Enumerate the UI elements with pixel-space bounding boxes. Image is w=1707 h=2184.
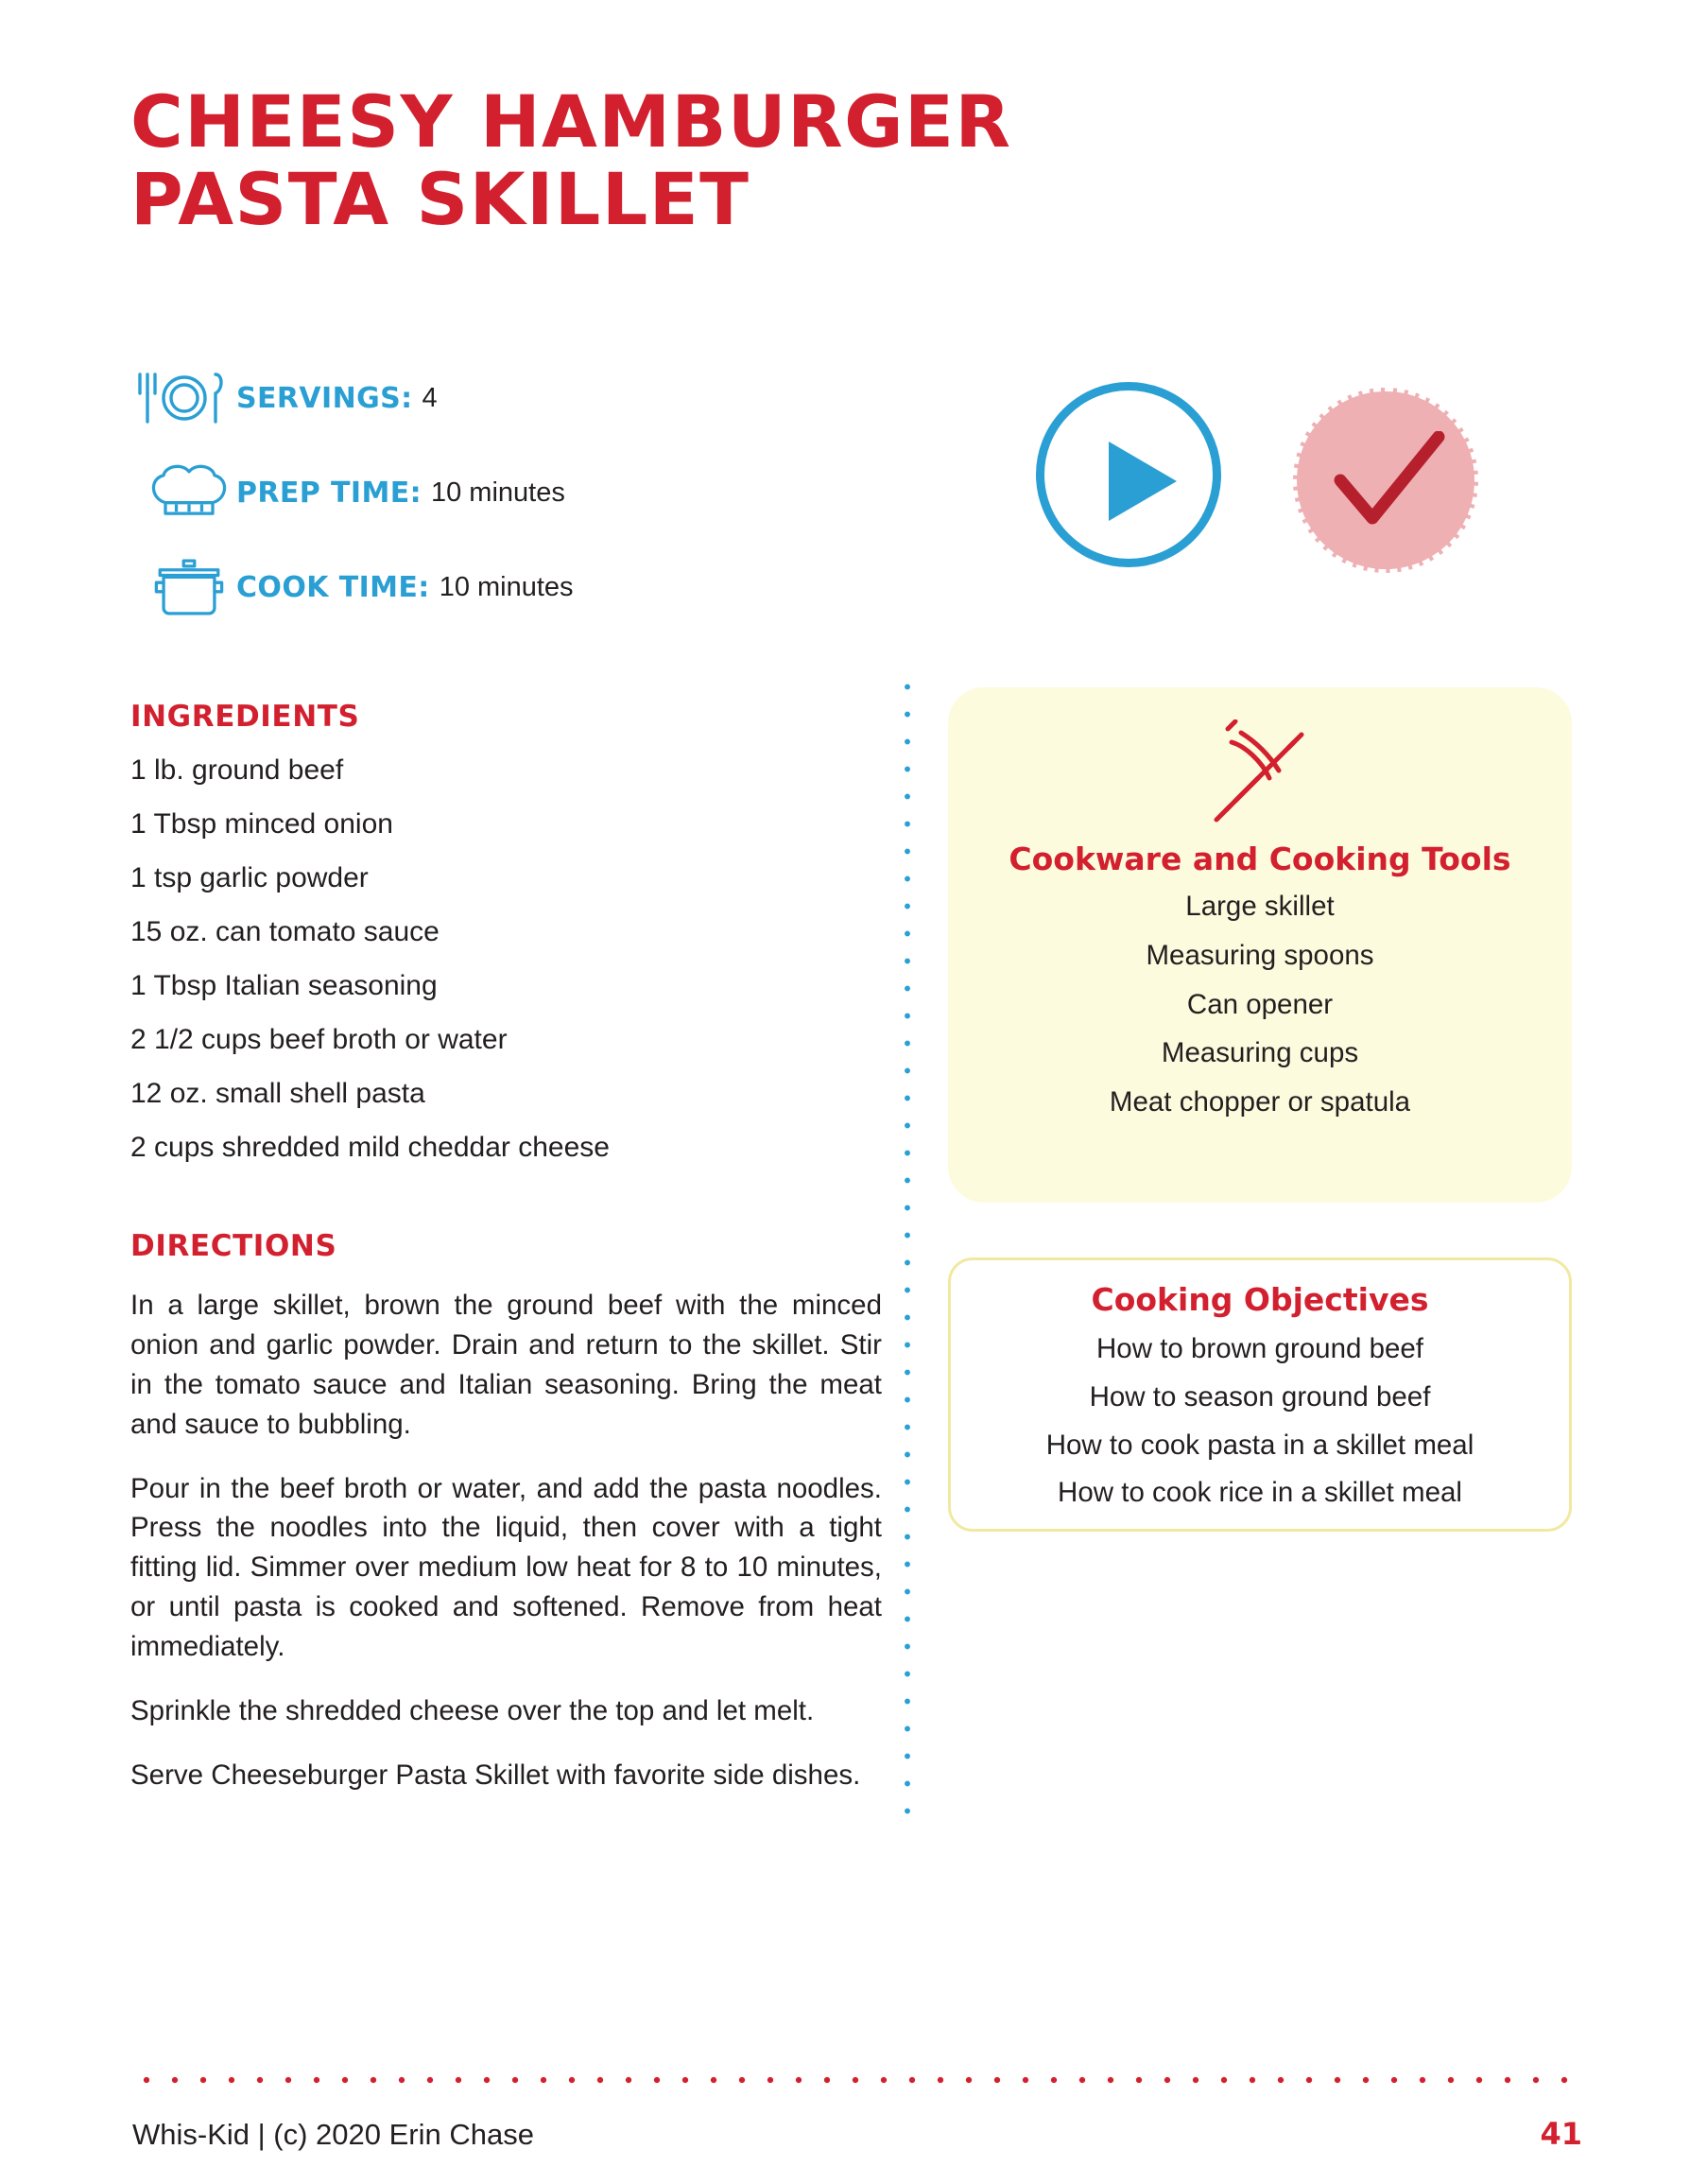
ingredients-section bbox=[130, 700, 868, 1187]
page-number: 41 bbox=[1540, 2116, 1582, 2152]
cook-time-value: 10 minutes bbox=[439, 571, 574, 602]
directions-heading: DIRECTIONS bbox=[130, 1229, 337, 1263]
meta-row-cook-time bbox=[132, 553, 794, 621]
meta-row-prep-time bbox=[132, 459, 794, 527]
prep-time-value: 10 minutes bbox=[430, 477, 565, 508]
list-item: 1 Tbsp Italian seasoning bbox=[130, 970, 438, 1001]
objectives-card-title: Cooking Objectives bbox=[1091, 1281, 1429, 1318]
direction-paragraph: Serve Cheeseburger Pasta Skillet with favorite side dishes. bbox=[130, 1759, 861, 1791]
cooking-objectives-card bbox=[948, 1257, 1572, 1532]
list-item: 1 lb. ground beef bbox=[130, 754, 344, 786]
list-item: Meat chopper or spatula bbox=[1109, 1086, 1411, 1118]
direction-paragraph: Pour in the beef broth or water, and add the pasta noodles. Press the noodles into the liquid, then cover with a tight fitting lid. Simmer over medium low heat for 8 to 10 minutes, or until pasta is cooked and softened. Remove from heat immediately. bbox=[130, 1472, 882, 1662]
directions-section bbox=[130, 1229, 887, 1820]
vertical-dotted-divider bbox=[903, 673, 912, 1829]
list-item: 15 oz. can tomato sauce bbox=[130, 916, 440, 947]
list-item: 1 tsp garlic powder bbox=[130, 862, 369, 893]
direction-paragraph: In a large skillet, brown the ground beef with the minced onion and garlic powder. Drain and return to the skillet. Stir in the tomato sauce and Italian seasoning. Bring the meat and sauce to bubbling. bbox=[130, 1290, 882, 1440]
list-item: Measuring cups bbox=[1161, 1037, 1359, 1069]
list-item: How to cook rice in a skillet meal bbox=[1058, 1477, 1462, 1509]
servings-value: 4 bbox=[422, 382, 438, 413]
list-item: Measuring spoons bbox=[1146, 939, 1374, 971]
play-icon bbox=[1109, 442, 1177, 521]
list-item: Can opener bbox=[1186, 988, 1334, 1020]
place-setting-icon bbox=[132, 364, 236, 432]
list-item: How to season ground beef bbox=[1089, 1380, 1431, 1413]
page-title-line-2: PASTA SKILLET bbox=[130, 157, 750, 242]
rolling-pin-whisk-icon bbox=[948, 719, 1572, 829]
cook-time-label: COOK TIME: bbox=[236, 570, 430, 604]
list-item: Large skillet bbox=[1185, 891, 1335, 922]
list-item: How to cook pasta in a skillet meal bbox=[1045, 1429, 1474, 1461]
list-item: 2 1/2 cups beef broth or water bbox=[130, 1024, 508, 1055]
play-video-button[interactable] bbox=[1036, 382, 1221, 567]
list-item: 1 Tbsp minced onion bbox=[130, 808, 393, 840]
recipe-meta bbox=[132, 364, 794, 648]
page-title bbox=[130, 79, 1170, 242]
page-title-line-1: CHEESY HAMBURGER bbox=[130, 79, 1012, 164]
list-item: How to brown ground beef bbox=[1095, 1333, 1424, 1364]
cookware-tools-card bbox=[948, 687, 1572, 1203]
prep-time-label: PREP TIME: bbox=[236, 476, 422, 510]
direction-paragraph: Sprinkle the shredded cheese over the top and let melt. bbox=[130, 1694, 815, 1726]
check-icon bbox=[1333, 431, 1446, 535]
ingredients-heading: INGREDIENTS bbox=[130, 700, 360, 734]
list-item: 2 cups shredded mild cheddar cheese bbox=[130, 1132, 610, 1163]
footer-dotted-rule bbox=[132, 2076, 1578, 2084]
stock-pot-icon bbox=[132, 553, 236, 621]
chef-hat-icon bbox=[132, 459, 236, 527]
footer-credit: Whis-Kid | (c) 2020 Erin Chase bbox=[132, 2118, 534, 2151]
list-item: 12 oz. small shell pasta bbox=[130, 1078, 425, 1109]
cookware-card-title: Cookware and Cooking Tools bbox=[1009, 841, 1511, 877]
meta-row-servings bbox=[132, 364, 794, 432]
completed-check-badge[interactable] bbox=[1293, 388, 1478, 573]
servings-label: SERVINGS: bbox=[236, 381, 413, 415]
